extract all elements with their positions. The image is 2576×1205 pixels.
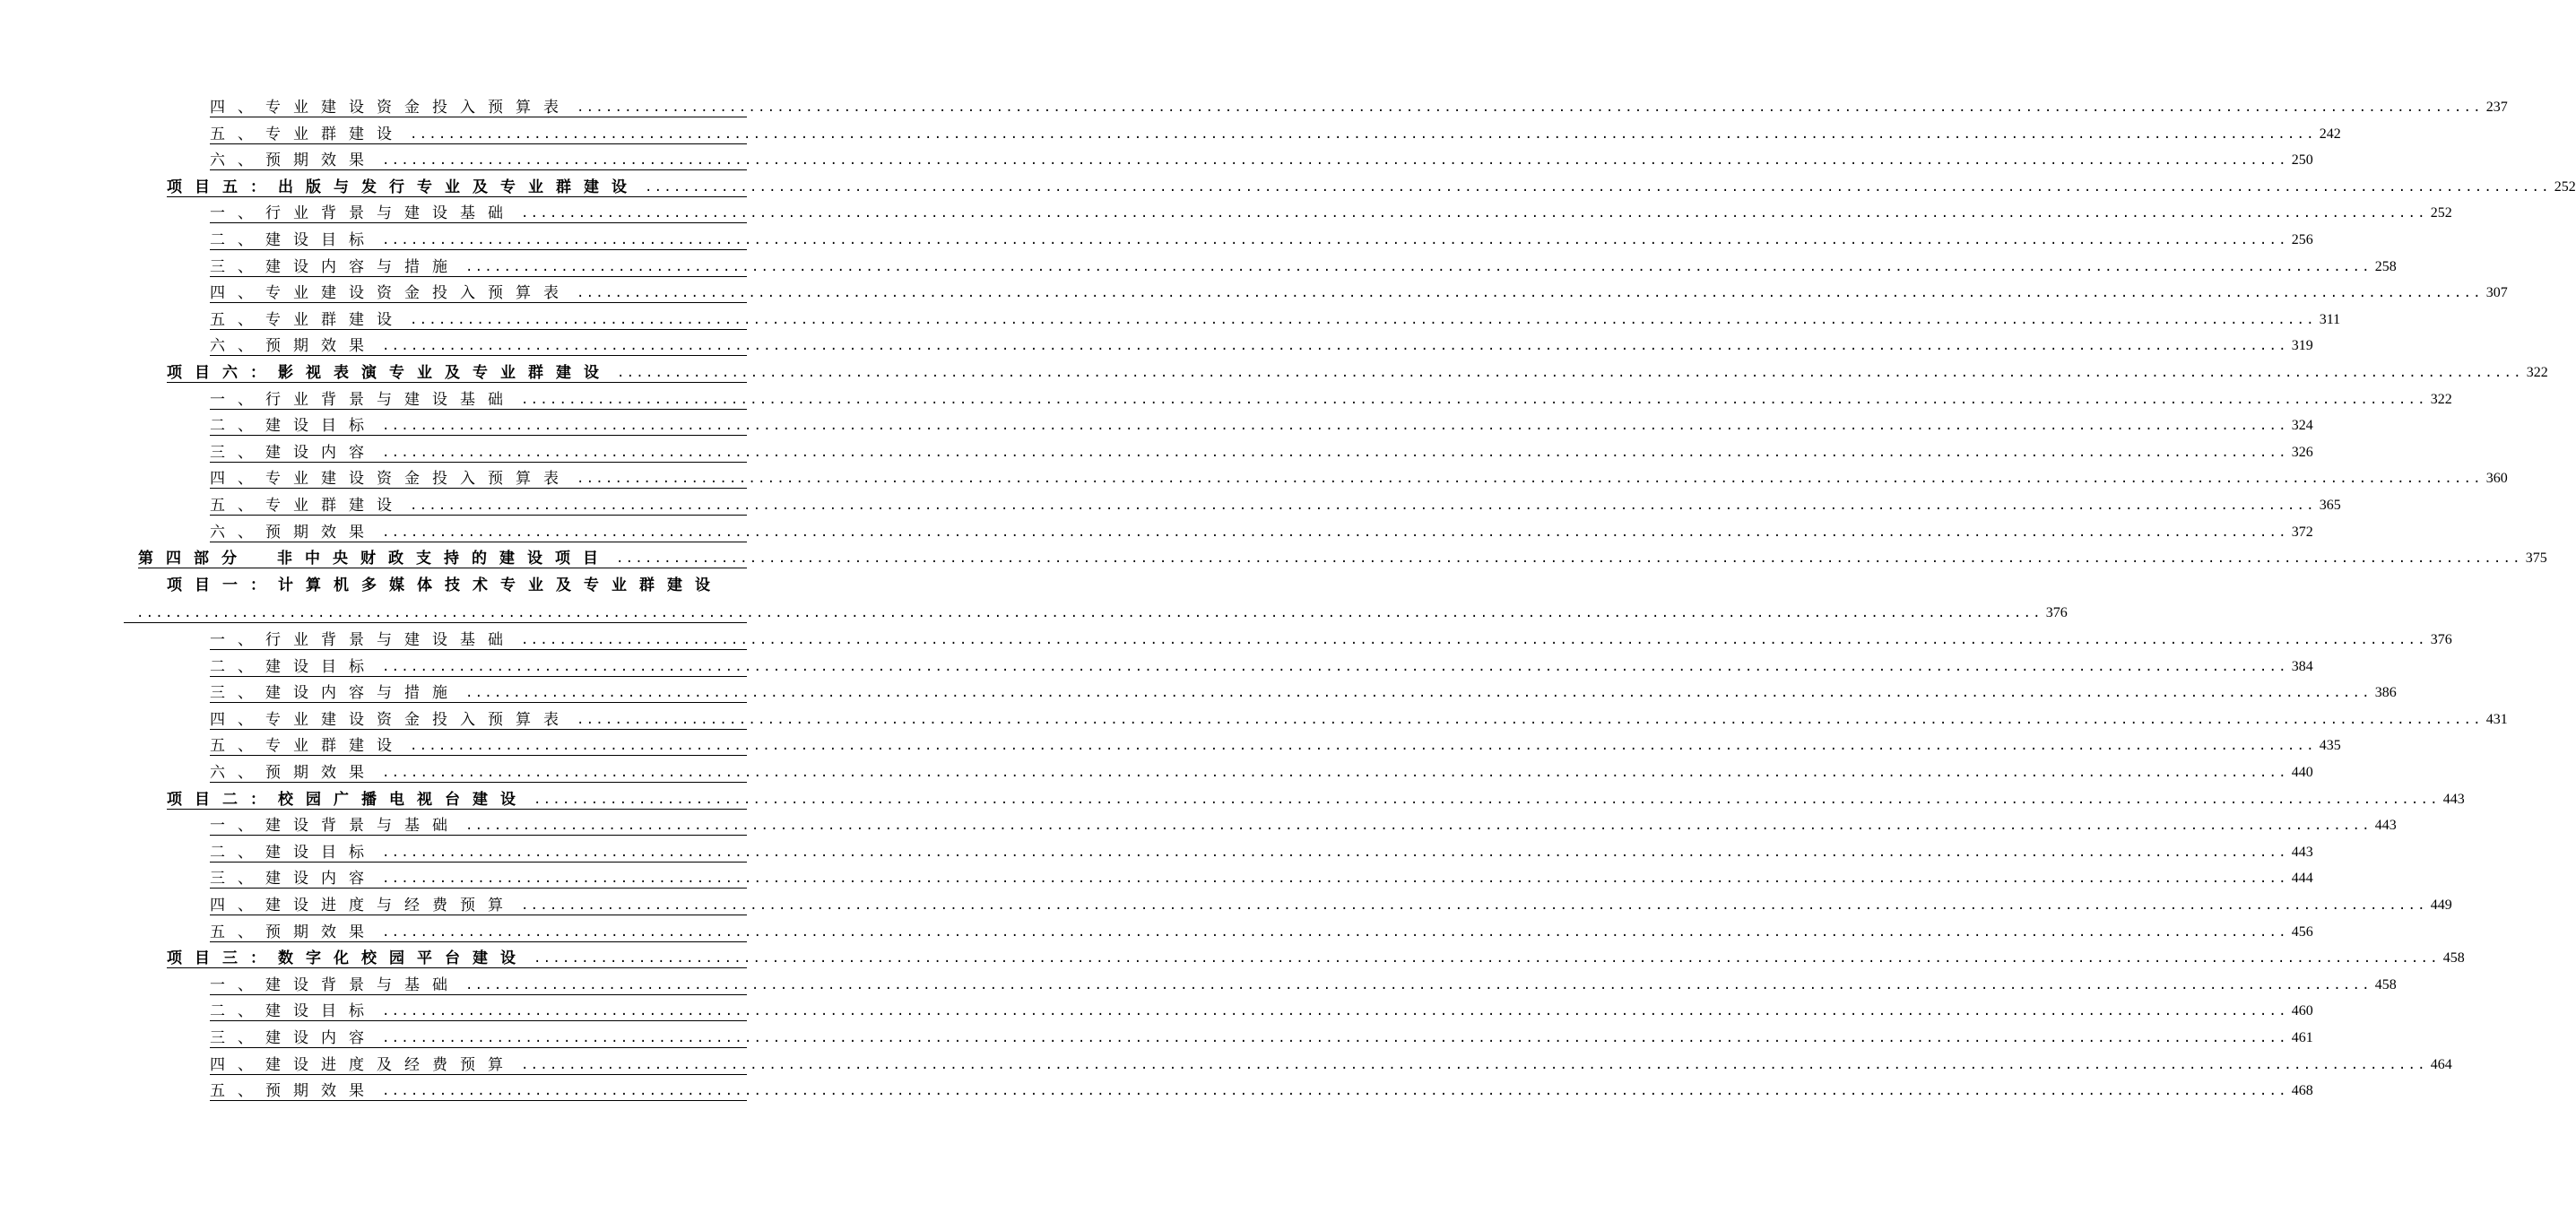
toc-entry-title: 五、预期效果 <box>210 1082 377 1100</box>
toc-entry-row[interactable] <box>210 975 2397 995</box>
toc-entry-page: 237 <box>2485 100 2508 115</box>
toc-entry-row[interactable] <box>210 1054 2452 1075</box>
toc-entry-page: 458 <box>2374 977 2397 993</box>
toc-entry-page: 322 <box>2526 365 2548 380</box>
toc-entry-page: 461 <box>2291 1030 2313 1045</box>
toc-leader-dots: ........................................................................................................................................................................................................ <box>577 100 2483 115</box>
toc-entry-page: 460 <box>2291 1003 2313 1019</box>
toc-entry-title: 四、建设进度与经费预算 <box>210 897 516 915</box>
toc-entry-title: 三、建设内容与措施 <box>210 684 460 702</box>
toc-entry-page: 365 <box>2319 498 2341 513</box>
toc-entry-page: 322 <box>2430 392 2452 407</box>
toc-entry-title: 五、专业群建设 <box>210 497 404 515</box>
toc-entry-row[interactable] <box>210 335 2313 356</box>
toc-entry-page: 456 <box>2291 924 2313 940</box>
toc-entry-title: 二、建设目标 <box>210 417 377 435</box>
toc-entry-row[interactable] <box>210 1001 2313 1021</box>
toc-leader-dots: ........................................................................................................................................................................................................ <box>410 498 2316 513</box>
toc-entry-row[interactable] <box>210 656 2313 677</box>
toc-leader-dots: ........................................................................................................................................................................................................ <box>382 153 2288 168</box>
toc-entry-title: 四、建设进度及经费预算 <box>210 1056 516 1074</box>
toc-entry-row[interactable] <box>210 895 2452 915</box>
toc-entry-row[interactable] <box>210 124 2341 144</box>
toc-entry-row[interactable] <box>210 629 2452 650</box>
toc-entry-row[interactable] <box>210 282 2508 303</box>
toc-entry-title: 六、预期效果 <box>210 524 377 542</box>
toc-leader-dots: ........................................................................................................................................................................................................ <box>382 871 2288 886</box>
toc-entry-title: 一、行业背景与建设基础 <box>210 391 516 409</box>
toc-entry-title: 第四部分 非中央财政支持的建设项目 <box>138 550 611 568</box>
toc-entry-title: 四、专业建设资金投入预算表 <box>210 284 571 302</box>
toc-entry-row[interactable] <box>210 256 2397 277</box>
toc-entry-row[interactable] <box>210 735 2341 756</box>
toc-entry-title: 一、行业背景与建设基础 <box>210 631 516 649</box>
toc-leader-dots: ........................................................................................................................................................................................................ <box>382 419 2288 433</box>
toc-entry-page: 250 <box>2291 152 2313 168</box>
toc-leader-dots: ........................................................................................................................................................................................................ <box>410 313 2316 327</box>
toc-entry-page: 376 <box>2045 605 2068 620</box>
toc-entry-page: 324 <box>2291 418 2313 433</box>
toc-leader-dots: ........................................................................................................................................................................................................ <box>382 1031 2288 1045</box>
toc-entry-page: 443 <box>2442 792 2465 807</box>
toc-entry-title: 项目二：校园广播电视台建设 <box>167 791 528 809</box>
toc-entry-title: 二、建设目标 <box>210 844 377 862</box>
toc-entry-title: 三、建设内容 <box>210 870 377 888</box>
toc-leader-dots: ........................................................................................................................................................................................................ <box>645 180 2551 195</box>
toc-leader-dots: ........................................................................................................................................................................................................ <box>382 1004 2288 1019</box>
toc-entry-title: 二、建设目标 <box>210 1002 377 1020</box>
toc-entry-title: 三、建设内容与措施 <box>210 258 460 276</box>
toc-entry-page: 431 <box>2485 712 2508 727</box>
toc-entry-row[interactable] <box>210 868 2313 889</box>
toc-entry-title: 二、建设目标 <box>210 231 377 249</box>
toc-entry-row[interactable] <box>210 230 2313 250</box>
toc-entry-row[interactable] <box>210 203 2452 223</box>
toc-entry-title: 四、专业建设资金投入预算表 <box>210 99 571 117</box>
toc-entry-page: 242 <box>2319 126 2341 142</box>
toc-entry-title: 五、专业群建设 <box>210 311 404 329</box>
toc-leader-dots: ........................................................................................................................................................................................................ <box>616 551 2522 566</box>
toc-leader-dots: ........................................................................................................................................................................................................ <box>465 260 2372 274</box>
toc-entry-title: 项目一：计算机多媒体技术专业及专业群建设 <box>167 576 723 594</box>
toc-leader-dots: ........................................................................................................................................................................................................ <box>533 951 2440 966</box>
toc-entry-title: 四、专业建设资金投入预算表 <box>210 711 571 729</box>
toc-leader-dots: ........................................................................................................................................................................................................ <box>465 686 2372 700</box>
toc-entry-page: 258 <box>2374 259 2397 274</box>
toc-entry-title: 一、建设背景与基础 <box>210 976 460 994</box>
toc-entry-row[interactable] <box>167 789 2465 810</box>
toc-entry-title: 一、建设背景与基础 <box>210 817 460 835</box>
toc-entry-page: 376 <box>2430 632 2452 647</box>
toc-entry-row[interactable] <box>138 548 2547 568</box>
toc-entry-title: 六、预期效果 <box>210 764 377 782</box>
toc-leader-dots: ........................................................................................................................................................................................................ <box>617 366 2523 380</box>
toc-entry-row[interactable] <box>210 495 2341 516</box>
toc-entry-title: 五、专业群建设 <box>210 737 404 755</box>
toc-leader-dots: ........................................................................................................................................................................................................ <box>521 1058 2427 1072</box>
toc-entry-page: 375 <box>2525 550 2547 566</box>
toc-entry-page: 435 <box>2319 738 2341 753</box>
toc-leader-dots: ........................................................................................................................................................................................................ <box>577 286 2483 300</box>
toc-entry-title: 二、建设目标 <box>210 658 377 676</box>
toc-entry-row[interactable] <box>210 442 2313 463</box>
toc-leader-dots: ........................................................................................................................................................................................................ <box>465 978 2372 993</box>
toc-entry-page: 464 <box>2430 1057 2452 1072</box>
toc-leader-dots: ........................................................................................................................................................................................................ <box>382 660 2288 674</box>
toc-entry-page: 449 <box>2430 897 2452 913</box>
toc-entry-page: 468 <box>2291 1083 2313 1098</box>
toc-leader-dots: ........................................................................................................................................................................................................ <box>382 766 2288 780</box>
toc-entry-title: 五、专业群建设 <box>210 126 404 143</box>
toc-leader-dots: ........................................................................................................................................................................................................ <box>465 819 2372 833</box>
toc-entry-row[interactable] <box>167 362 2548 383</box>
toc-entry-page: 458 <box>2442 950 2465 966</box>
toc-entry-page: 384 <box>2291 659 2313 674</box>
toc-entry-page: 386 <box>2374 685 2397 700</box>
toc-entry-row[interactable] <box>210 682 2397 703</box>
toc-entry-title: 三、建设内容 <box>210 1029 377 1047</box>
toc-entry-page: 360 <box>2485 471 2508 486</box>
toc-entry-row[interactable] <box>210 415 2313 436</box>
toc-entry-row[interactable] <box>210 97 2508 117</box>
toc-leader-dots: ........................................................................................................................................................................................................ <box>382 1084 2288 1098</box>
toc-entry-title: 六、预期效果 <box>210 337 377 355</box>
toc-entry-row[interactable] <box>210 1080 2313 1101</box>
toc-entry-page: 440 <box>2291 765 2313 780</box>
toc-entry-page: 252 <box>2554 179 2576 195</box>
toc-entry-row[interactable] <box>210 468 2508 489</box>
toc-entry-page: 252 <box>2430 205 2452 221</box>
toc-entry-page: 326 <box>2291 445 2313 460</box>
toc-leader-dots: ........................................................................................................................................................................................................ <box>533 793 2440 807</box>
toc-leader-dots: ........................................................................................................................................................................................................ <box>382 233 2288 247</box>
toc-entry-row[interactable] <box>210 309 2341 330</box>
toc-entry-title: 四、专业建设资金投入预算表 <box>210 470 571 488</box>
toc-entry-page: 443 <box>2374 818 2397 833</box>
toc-entry-row[interactable] <box>210 522 2313 542</box>
toc-entry-row[interactable] <box>167 948 2465 968</box>
toc-leader-dots: ........................................................................................................................................................................................................ <box>382 525 2288 540</box>
toc-entry-row[interactable] <box>210 762 2313 783</box>
toc-leader-dots: ........................................................................................................................................................................................................ <box>382 339 2288 353</box>
toc-leader-dots: ........................................................................................................................................................................................................ <box>521 633 2427 647</box>
toc-leader-dots: ........................................................................................................................................................................................................ <box>410 127 2316 142</box>
toc-entry-title: 项目五：出版与发行专业及专业群建设 <box>167 178 639 196</box>
toc-entry-row[interactable] <box>210 922 2313 942</box>
toc-entry-row[interactable] <box>210 709 2508 730</box>
toc-leader-dots: ........................................................................................................................................................................................................ <box>382 925 2288 940</box>
toc-entry-title: 项目三：数字化校园平台建设 <box>167 949 528 967</box>
toc-entry-page: 444 <box>2291 871 2313 886</box>
toc-entry-title: 六、预期效果 <box>210 152 377 169</box>
toc-leader-dots: ........................................................................................................................................................................................................ <box>382 845 2288 860</box>
toc-entry-title: 一、行业背景与建设基础 <box>210 204 516 222</box>
toc-entry-title: 项目六：影视表演专业及专业群建设 <box>167 364 611 382</box>
toc-entry-row[interactable] <box>210 150 2313 170</box>
toc-leader-dots: ........................................................................................................................................................................................................ <box>577 713 2483 727</box>
toc-leader-dots: ........................................................................................................................................................................................................ <box>521 393 2427 407</box>
toc-leader-dots: ........................................................................................................................................................................................................ <box>577 472 2483 486</box>
toc-entry-row[interactable] <box>124 602 2068 623</box>
toc-entry-title: 三、建设内容 <box>210 444 377 462</box>
toc-entry-page: 319 <box>2291 338 2313 353</box>
toc-entry-page: 311 <box>2319 312 2341 327</box>
toc-entry-page: 443 <box>2291 845 2313 860</box>
toc-entry-page: 307 <box>2485 285 2508 300</box>
toc-entry-title: 五、预期效果 <box>210 923 377 941</box>
toc-leader-dots: ........................................................................................................................................................................................................ <box>136 606 2043 620</box>
toc-entry-page: 256 <box>2291 232 2313 247</box>
toc-entry-row[interactable] <box>210 1027 2313 1048</box>
toc-leader-dots: ........................................................................................................................................................................................................ <box>521 206 2427 221</box>
toc-leader-dots: ........................................................................................................................................................................................................ <box>521 898 2427 913</box>
toc-entry-page: 372 <box>2291 524 2313 540</box>
toc-leader-dots: ........................................................................................................................................................................................................ <box>382 446 2288 460</box>
toc-entry-row[interactable] <box>167 177 2576 197</box>
toc-entry-row[interactable] <box>210 842 2313 863</box>
toc-entry-row[interactable] <box>210 389 2452 410</box>
toc-leader-dots: ........................................................................................................................................................................................................ <box>410 739 2316 753</box>
toc-entry-row[interactable] <box>210 815 2397 836</box>
